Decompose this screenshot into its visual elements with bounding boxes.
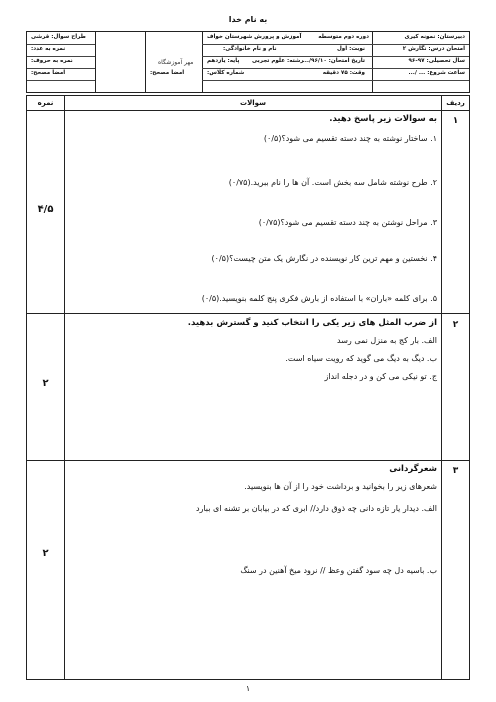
field-name: رشته: علوم تجربی [252, 58, 304, 64]
examiner-sign: امضا مصحح: [150, 70, 185, 76]
course-name: امتحان درس: نگارش ۲ [402, 46, 465, 52]
question-3-item: ب. باسیه دل چه سود گفتن وعظ // نرود میخ آهنین در سنگ [240, 566, 437, 575]
row-header: ردیف [446, 99, 465, 107]
question-1-item: ۳. مراحل نوشتن به چند دسته تقسیم می شود؟(۰/۷۵) [258, 218, 437, 227]
question-2-item: الف. بار کج به منزل نمی رسد [337, 336, 437, 345]
school-name: دبیرستان: نمونه کیری [404, 34, 465, 40]
question-designer: طراح سوال: قرشی [31, 34, 86, 40]
question-3-item: شعرهای زیر را بخوانید و برداشت خود را از آن ها بنویسید. [244, 482, 437, 491]
question-2-score: ۲ [42, 378, 49, 389]
page-number: ۱ [245, 684, 251, 693]
exam-header [26, 31, 470, 93]
question-2-number: ۲ [452, 320, 459, 330]
question-1-title: به سوالات زیر پاسخ دهید. [329, 114, 437, 124]
page-title: به نام خدا [228, 15, 268, 24]
question-3-score: ۲ [42, 548, 49, 559]
question-1-score: ۴/۵ [37, 204, 54, 215]
exam-date: تاریخ امتحان: ۹۶/۱۰/... [302, 58, 365, 64]
question-3-number: ۳ [452, 466, 459, 476]
student-name: نام و نام خانوادگی: [223, 46, 277, 52]
grade-sub: دوره دوم متوسطه [318, 34, 369, 40]
questions-table [26, 95, 470, 680]
question-3-title: شعرگردانی [389, 464, 437, 474]
question-2-item: ج. تو نیکی می کن و در دجله انداز [324, 372, 437, 381]
score-digits: نمره به عدد: [31, 46, 66, 52]
question-1-item: ۴. نخستین و مهم ترین کار نویسنده در نگارش یک متن چیست؟(۰/۵) [211, 254, 437, 263]
class-number: شماره کلاس: [207, 70, 245, 76]
question-2-title: از ضرب المثل های زیر یکی را انتخاب کنید و گسترش بدهید. [187, 318, 437, 328]
school-seal: مهر آموزشگاه [158, 59, 194, 66]
question-3-item: الف. دیدار یار تازه دانی چه ذوق دارد// ابری که در بیابان بر تشنه ای ببارد [195, 504, 437, 513]
score-header: نمره [37, 99, 54, 107]
school-year: سال تحصیلی: ۹۷-۹۶ [408, 58, 465, 64]
question-1-item: ۲. طرح نوشته شامل سه بخش است. آن ها را نام ببرید.(۰/۷۵) [228, 178, 437, 187]
score-letters: نمره به حروف: [31, 58, 73, 64]
start-time: ساعت شروع: ... /... [408, 70, 465, 76]
exam-turn: نوبت: اول [336, 46, 365, 52]
question-1-item: ۱. ساختار نوشته به چند دسته تقسیم می شود؟(۰/۵) [263, 134, 437, 143]
grade-name: پایه: یازدهم [207, 58, 240, 64]
question-1-item: ۵. برای کلمه «باران» با استفاده از بارش فکری پنج کلمه بنویسید.(۰/۵) [201, 294, 437, 303]
question-1-number: ۱ [452, 116, 459, 126]
question-2-item: ب. دیگ به دیگ می گوید که رویت سیاه است. [285, 354, 437, 363]
exam-time: وقت: ۷۵ دقیقه [322, 70, 365, 76]
questions-header: سوالات [240, 99, 266, 107]
education-dept: آموزش و پرورش شهرستان خواف [207, 34, 302, 40]
examiner: امضا مصحح: [31, 70, 66, 76]
